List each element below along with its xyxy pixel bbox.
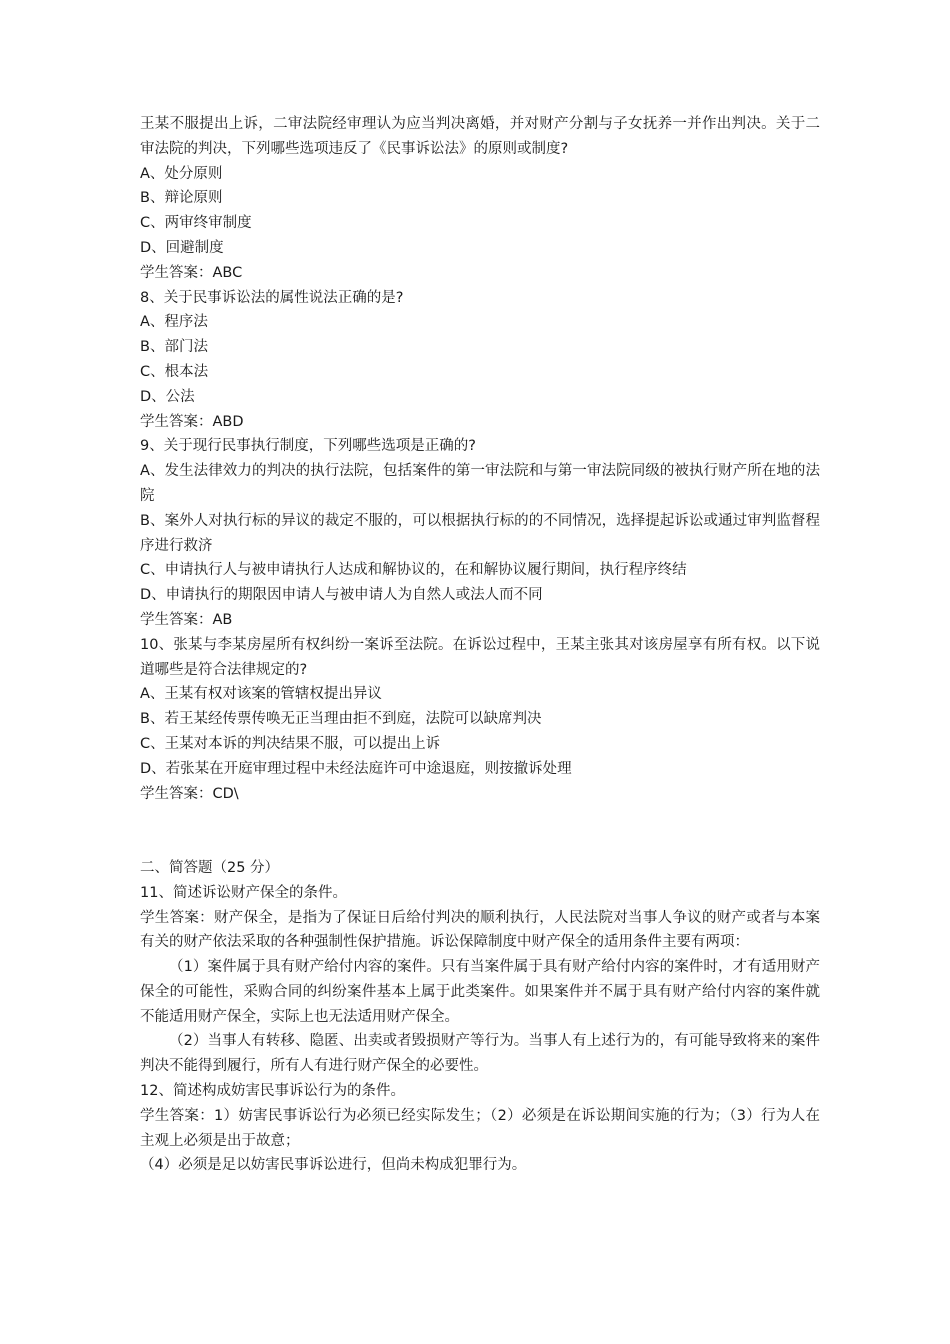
option-a: A、王某有权对该案的管辖权提出异议 — [140, 686, 382, 703]
student-answer: 学生答案：AB — [140, 611, 233, 628]
answer-point-4: （4）必须是足以妨害民事诉讼进行，但尚未构成犯罪行为。 — [140, 1157, 527, 1174]
question-stem: 12、简述构成妨害民事诉讼行为的条件。 — [140, 1083, 405, 1100]
blank-spacer — [140, 806, 820, 856]
question-7 — [140, 112, 820, 286]
option-d: D、申请执行的期限因申请人与被申请人为自然人或法人而不同 — [140, 587, 543, 604]
question-10 — [140, 633, 820, 807]
question-stem: 8、关于民事诉讼法的属性说法正确的是? — [140, 289, 404, 306]
answer-point-2: （2）当事人有转移、隐匿、出卖或者毁损财产等行为。当事人有上述行为的，有可能导致将来的案件判决不能得到履行，所有人有进行财产保全的必要性。 — [140, 1033, 820, 1075]
option-b: B、案外人对执行标的异议的裁定不服的，可以根据执行标的的不同情况，选择提起诉讼或通过审判监督程序进行救济 — [140, 512, 820, 554]
option-d: D、若张某在开庭审理过程中未经法庭许可中途退庭，则按撤诉处理 — [140, 760, 572, 777]
option-a: A、发生法律效力的判决的执行法院，包括案件的第一审法院和与第一审法院同级的被执行财产所在地的法院 — [140, 463, 820, 504]
student-answer: 学生答案：财产保全，是指为了保证日后给付判决的顺利执行，人民法院对当事人争议的财产或者与本案有关的财产依法采取的各种强制性保护措施。诉讼保障制度中财产保全的适用条件主要有两项： — [140, 909, 820, 951]
question-stem: 10、张某与李某房屋所有权纠纷一案诉至法院。在诉讼过程中，王某主张其对该房屋享有所有权。以下说道哪些是符合法律规定的? — [140, 636, 820, 678]
option-c: C、申请执行人与被申请执行人达成和解协议的，在和解协议履行期间，执行程序终结 — [140, 562, 687, 579]
question-11 — [140, 881, 820, 1079]
option-d: D、公法 — [140, 388, 195, 405]
option-a: A、处分原则 — [140, 165, 223, 182]
student-answer: 学生答案：ABD — [140, 413, 244, 430]
question-9 — [140, 434, 820, 632]
question-stem: 9、关于现行民事执行制度，下列哪些选项是正确的? — [140, 438, 476, 455]
question-stem: 王某不服提出上诉，二审法院经审理认为应当判决离婚，并对财产分割与子女抚养一并作出判决。关于二审法院的判决，下列哪些选项违反了《民事诉讼法》的原则或制度? — [140, 116, 820, 157]
question-12 — [140, 1079, 820, 1178]
option-d: D、回避制度 — [140, 239, 224, 256]
question-stem: 11、简述诉讼财产保全的条件。 — [140, 884, 347, 901]
option-b: B、部门法 — [140, 339, 208, 356]
option-c: C、王某对本诉的判决结果不服，可以提出上诉 — [140, 735, 441, 752]
option-c: C、根本法 — [140, 363, 209, 380]
answer-point-1: （1）案件属于具有财产给付内容的案件。只有当案件属于具有财产给付内容的案件时，才有适用财产保全的可能性，采购合同的纠纷案件基本上属于此类案件。如果案件并不属于具有财产给付内容的案件就不能适用财产保全，实际上也无法适用财产保全。 — [140, 959, 820, 1025]
section-heading: 二、简答题（25 分） — [140, 859, 280, 876]
question-8 — [140, 286, 820, 435]
option-b: B、辩论原则 — [140, 190, 223, 207]
option-b: B、若王某经传票传唤无正当理由拒不到庭，法院可以缺席判决 — [140, 711, 542, 728]
option-a: A、程序法 — [140, 314, 208, 331]
option-c: C、两审终审制度 — [140, 215, 252, 232]
student-answer: 学生答案：ABC — [140, 264, 243, 281]
student-answer: 学生答案：1）妨害民事诉讼行为必须已经实际发生；（2）必须是在诉讼期间实施的行为；（3）行为人在主观上必须是出于故意； — [140, 1107, 820, 1149]
student-answer: 学生答案：CD\ — [140, 785, 239, 802]
document-body — [140, 112, 820, 1178]
